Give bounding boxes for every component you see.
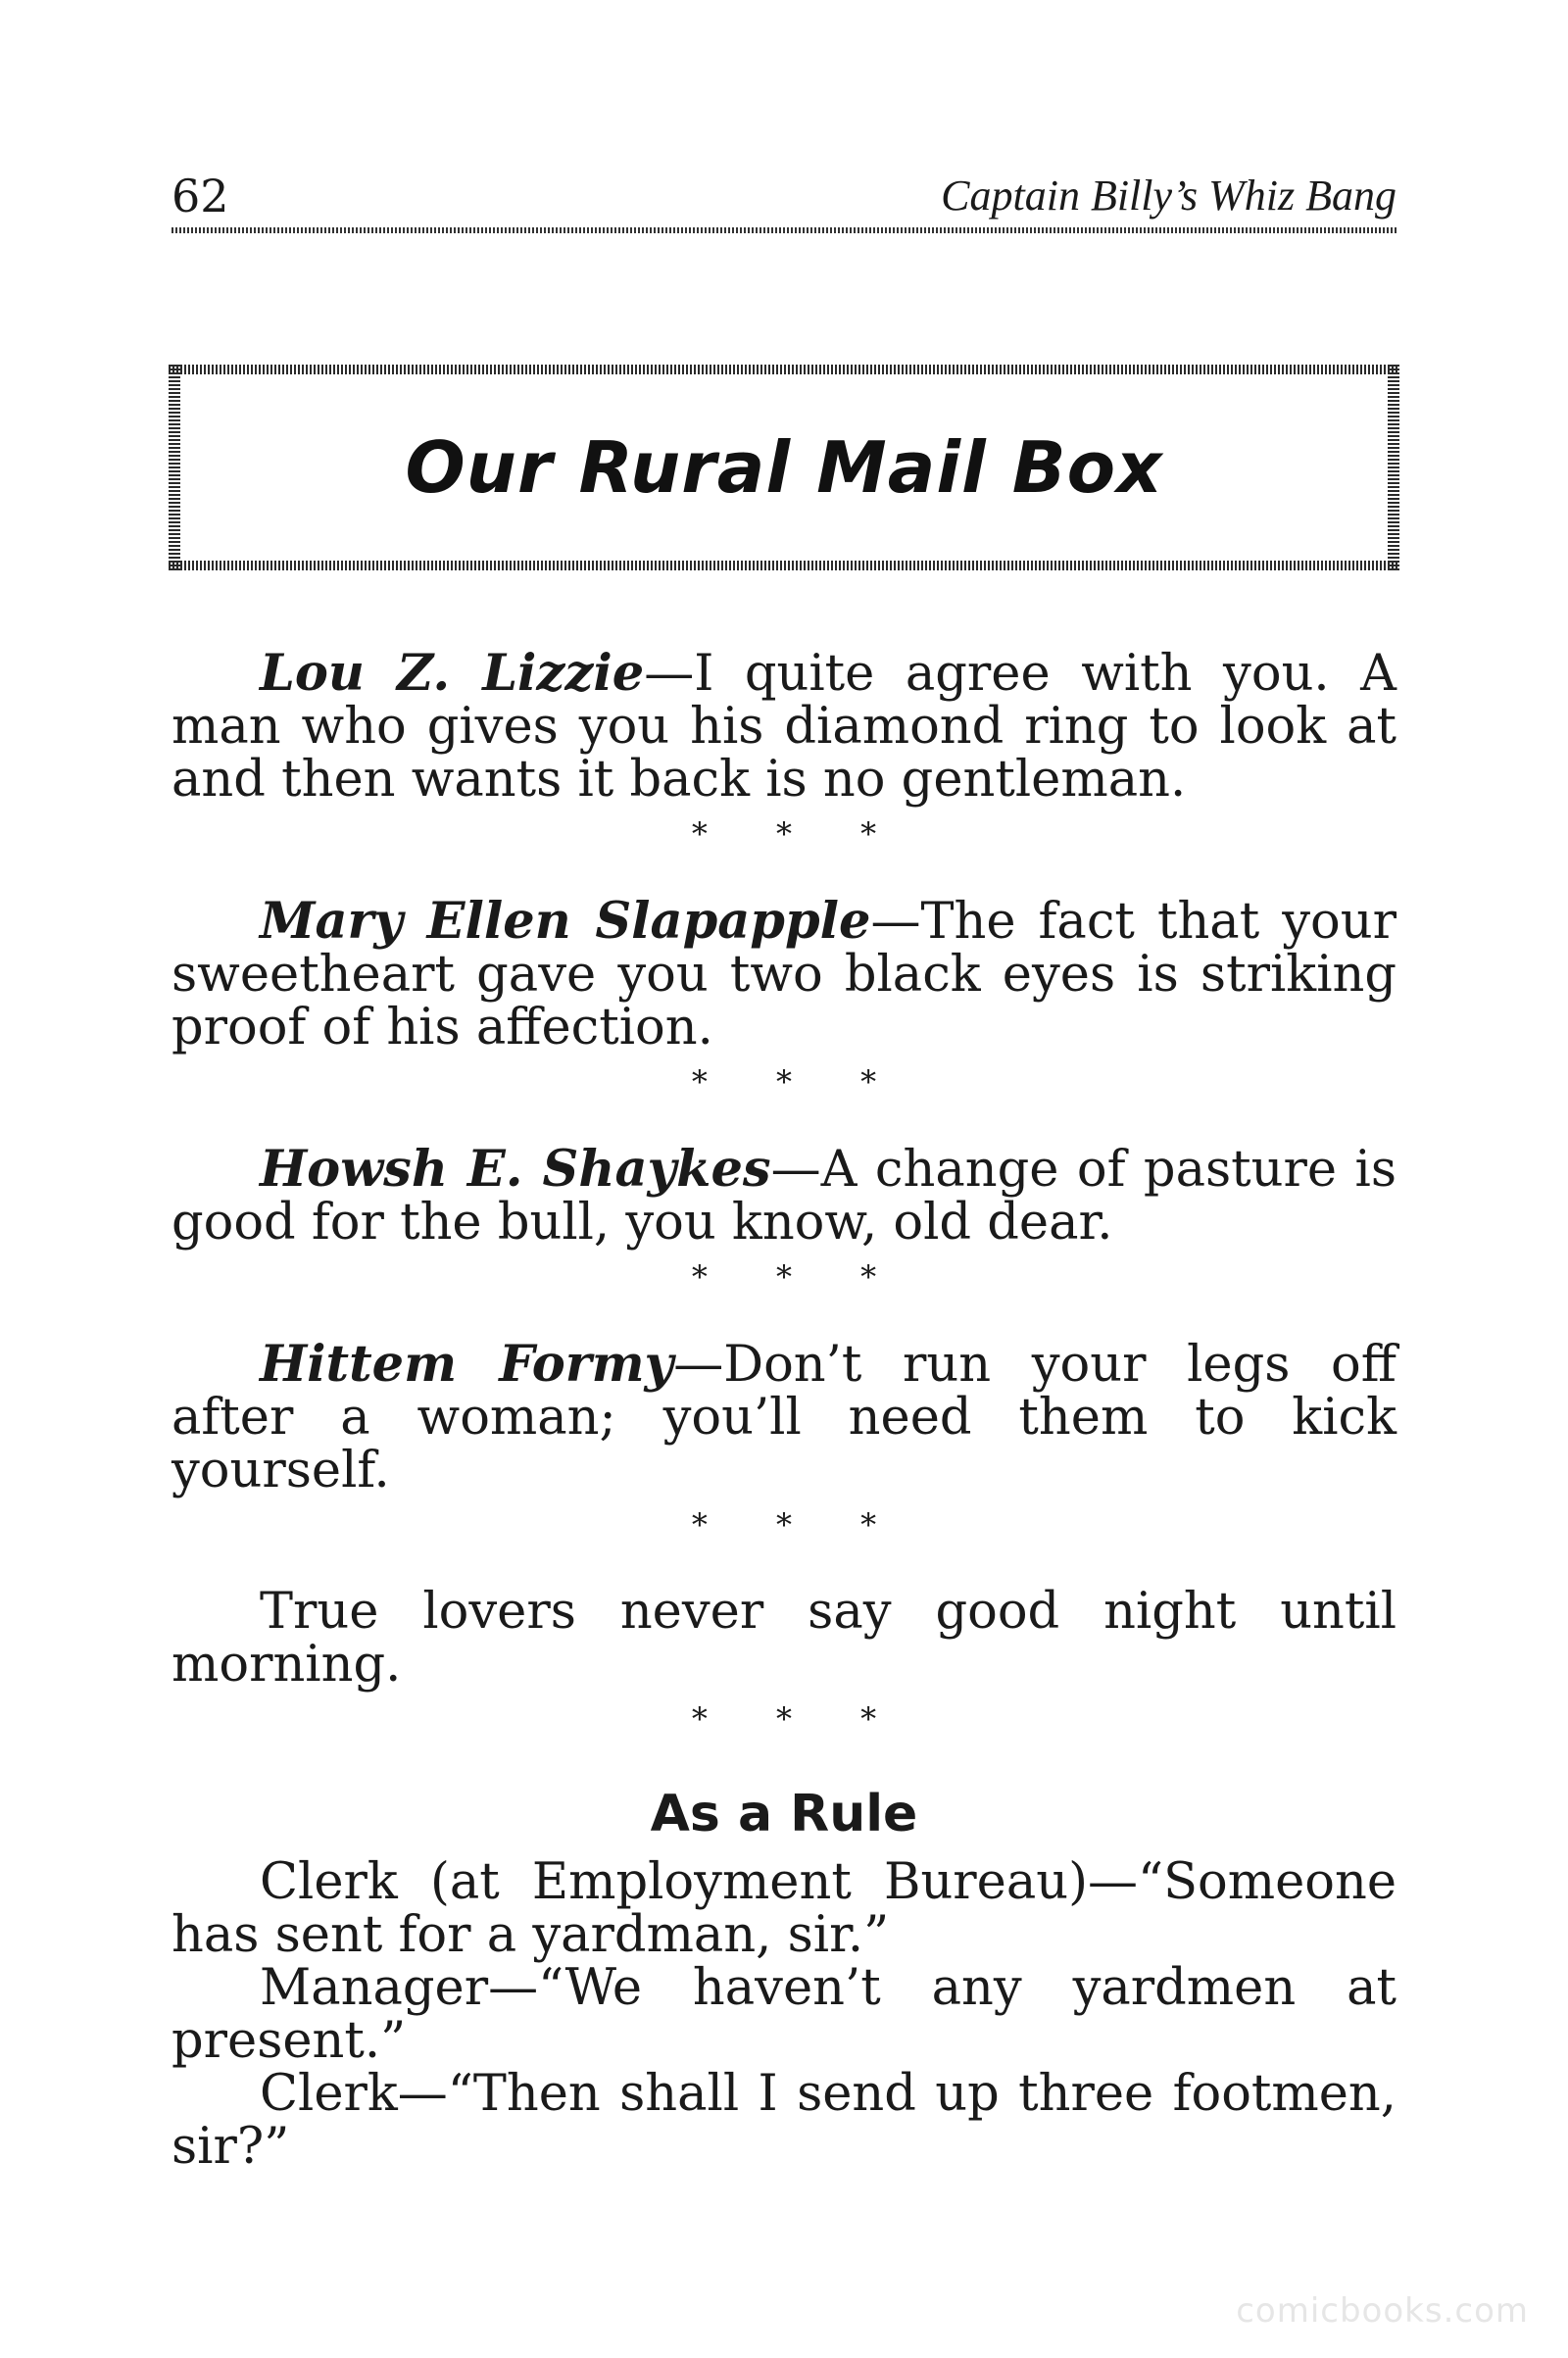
title-box <box>169 365 1399 570</box>
section-heading: As a Rule <box>650 1785 918 1843</box>
entry <box>172 1140 1397 1252</box>
entry-name: Mary Ellen Slapapple <box>260 892 871 951</box>
page-number: 62 <box>172 170 229 222</box>
dialogue-line: Clerk—“Then shall I send up three footmen, sir?” <box>172 2065 1396 2176</box>
entry <box>172 892 1396 1056</box>
running-header <box>172 167 1396 235</box>
dialogue-line: Clerk (at Employment Bureau)—“Someone has sent for a yardman, sir.” <box>172 1853 1396 1964</box>
dialogue-line: Manager—“We haven’t any yardmen at present.” <box>172 1959 1396 2070</box>
page-title: Our Rural Mail Box <box>405 426 1163 509</box>
separator-stars: * * * <box>691 1063 906 1101</box>
running-title: Captain Billy’s Whiz Bang <box>941 172 1396 220</box>
entry-name: Hittem Formy <box>260 1335 674 1394</box>
entry <box>172 644 1396 809</box>
separator-stars: * * * <box>691 815 906 853</box>
entry-name: Howsh E. Shaykes <box>260 1140 771 1199</box>
header-rule <box>172 227 1396 233</box>
entry-text: —The fact that your sweetheart gave you two black eyes is striking proof of his affection. <box>172 893 1396 1056</box>
entry-name: Lou Z. Lizzie <box>260 644 645 703</box>
separator-stars: * * * <box>691 1506 906 1544</box>
entry-text: True lovers never say good night until morning. <box>172 1583 1396 1694</box>
separator-stars: * * * <box>691 1258 906 1296</box>
watermark: comicbooks.com <box>1236 2291 1529 2331</box>
entry-text: —A change of pasture is good for the bull, you know, old dear. <box>172 1141 1397 1252</box>
entry <box>172 1583 1396 1694</box>
entry-text: —Don’t run your legs off after a woman; you’ll need them to kick yourself. <box>172 1336 1396 1499</box>
entry <box>172 1335 1396 1499</box>
entry-text: —I quite agree with you. A man who gives you his diamond ring to look at and then wants it back is no gentleman. <box>172 645 1396 809</box>
article-body <box>172 644 1397 2176</box>
separator-stars: * * * <box>691 1700 906 1738</box>
